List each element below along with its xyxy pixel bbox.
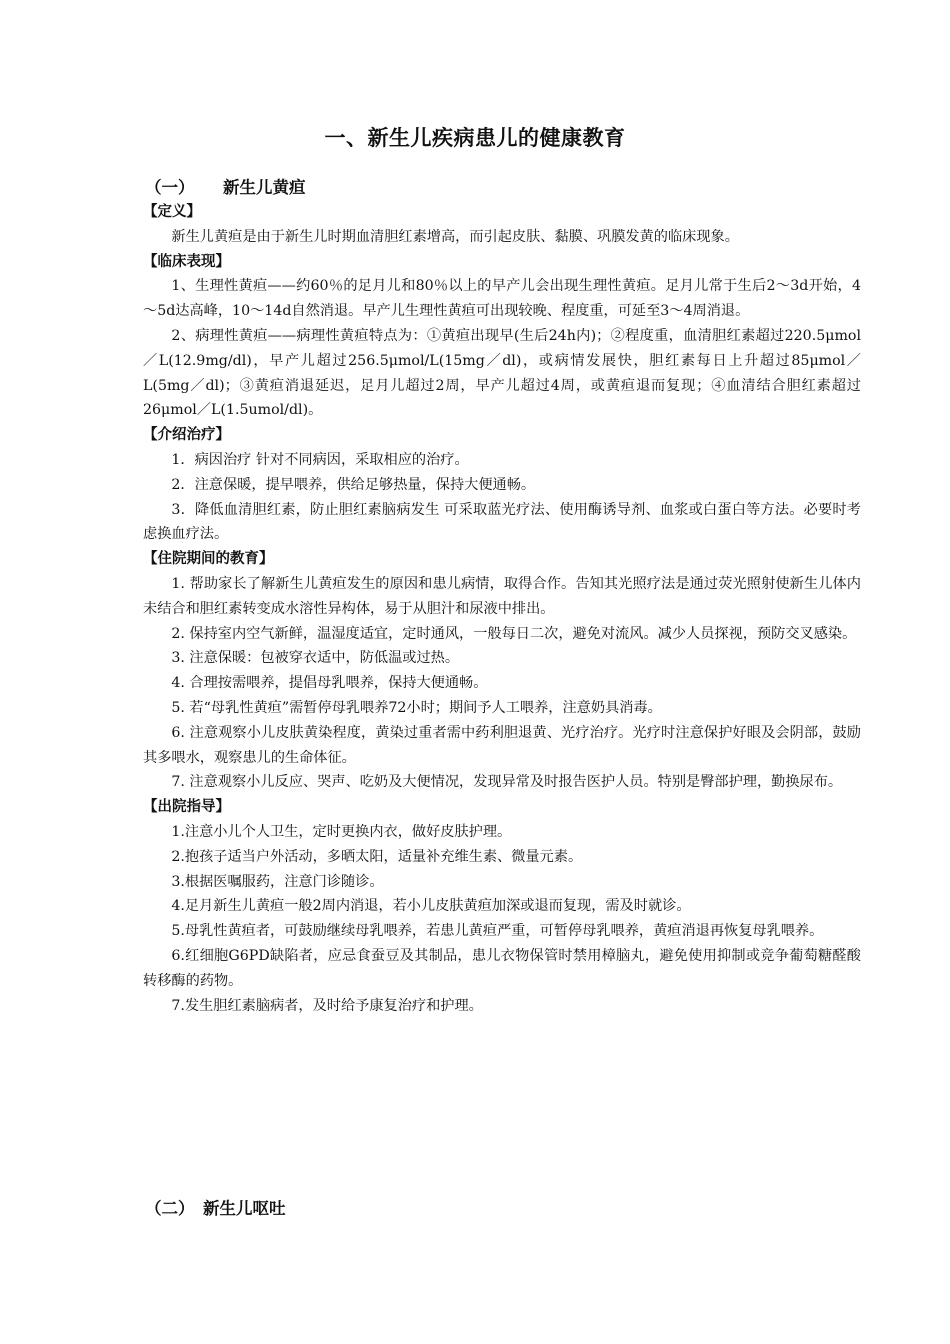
- definition-paragraph: 新生儿黄疸是由于新生儿时期血清胆红素增高，而引起皮肤、黏膜、巩膜发黄的临床现象。: [171, 228, 739, 245]
- discharge-item: 2.抱孩子适当户外活动，多晒太阳，适量补充维生素、微量元素。: [171, 848, 583, 865]
- section-heading-vomiting: [145, 1195, 286, 1219]
- page-title: 一、新生儿疾病患儿的健康教育: [324, 126, 626, 150]
- heading-clinical: 【临床表现】: [143, 253, 230, 270]
- discharge-item: 3.根据医嘱服药，注意门诊随诊。: [171, 873, 384, 890]
- discharge-item: 7.发生胆红素脑病者，及时给予康复治疗和护理。: [171, 997, 483, 1014]
- treatment-item: 2．注意保暖，提早喂养，供给足够热量，保持大便通畅。: [171, 476, 536, 493]
- hospital-item: 5. 若“母乳性黄疸”需暂停母乳喂养72小时；期间予人工喂养，注意奶具消毒。: [171, 699, 662, 716]
- hospital-item: 1. 帮助家长了解新生儿黄疸发生的原因和患儿病情，取得合作。告知其光照疗法是通过荧光照射使新生儿体内未结合和胆红素转变成水溶性异构体，易于从胆汁和尿液中排出。: [143, 575, 861, 617]
- section-title: 新生儿黄疸: [223, 178, 306, 197]
- hospital-item: 6. 注意观察小儿皮肤黄染程度，黄染过重者需中药利胆退黄、光疗治疗。光疗时注意保护好眼及会阴部，鼓励其多喂水，观察患儿的生命体征。: [143, 724, 861, 766]
- section-heading-jaundice: [145, 174, 306, 198]
- discharge-item: 5.母乳性黄疸者，可鼓励继续母乳喂养，若患儿黄疸严重，可暂停母乳喂养，黄疸消退再恢复母乳喂养。: [171, 923, 824, 940]
- discharge-item: 1.注意小儿个人卫生，定时更换内衣，做好皮肤护理。: [171, 823, 512, 840]
- hospital-item: 7. 注意观察小儿反应、哭声、吃奶及大便情况，发现异常及时报告医护人员。特别是臀部护理，勤换尿布。: [171, 774, 843, 791]
- section-number: （二）: [145, 1199, 195, 1218]
- section-number: （一）: [145, 178, 195, 197]
- heading-treatment: 【介绍治疗】: [143, 427, 230, 444]
- hospital-item: 3. 注意保暖：包被穿衣适中，防低温或过热。: [171, 650, 460, 667]
- treatment-item: 3．降低血清胆红素，防止胆红素脑病发生 可采取蓝光疗法、使用酶诱导剂、血浆或白蛋白等方法。必要时考虑换血疗法。: [143, 501, 861, 543]
- treatment-item: 1．病因治疗 针对不同病因，采取相应的治疗。: [171, 451, 469, 468]
- document-body: [143, 200, 861, 1018]
- section-title: 新生儿呕吐: [203, 1199, 286, 1218]
- heading-hospital-education: 【住院期间的教育】: [143, 551, 274, 568]
- heading-discharge: 【出院指导】: [143, 799, 230, 816]
- discharge-item: 4.足月新生儿黄疸一般2周内消退，若小儿皮肤黄疸加深或退而复现，需及时就诊。: [171, 898, 691, 915]
- discharge-item: 6.红细胞G6PD缺陷者，应忌食蚕豆及其制品，患儿衣物保管时禁用樟脑丸，避免使用抑制或竞争葡萄糖醛酸转移酶的药物。: [143, 947, 861, 989]
- hospital-item: 2. 保持室内空气新鲜，温湿度适宜，定时通风，一般每日二次，避免对流风。减少人员探视，预防交叉感染。: [171, 625, 857, 642]
- clinical-paragraph: 2、病理性黄疸——病理性黄疸特点为：①黄疸出现早(生后24h内)；②程度重，血清胆红素超过220.5μmol／L(12.9mg/dl)，早产儿超过256.5μmol/L(15mg／dl)，或病情发展快，胆红素每日上升超过85μmol／L(5mg／dl)；③黄疸消退延迟，足月儿超过2周，早产儿超过4周，或黄疸退而复现；④血清结合胆红素超过26μmol／L(1.5umol/dl)。: [143, 327, 861, 419]
- heading-definition: 【定义】: [143, 204, 201, 220]
- clinical-paragraph: 1、生理性黄疸——约60％的足月儿和80％以上的早产儿会出现生理性黄疸。足月儿常于生后2～3d开始，4～5d达高峰，10～14d自然消退。早产儿生理性黄疸可出现较晚、程度重，可延至3～4周消退。: [143, 278, 861, 320]
- hospital-item: 4. 合理按需喂养，提倡母乳喂养，保持大便通畅。: [171, 675, 488, 692]
